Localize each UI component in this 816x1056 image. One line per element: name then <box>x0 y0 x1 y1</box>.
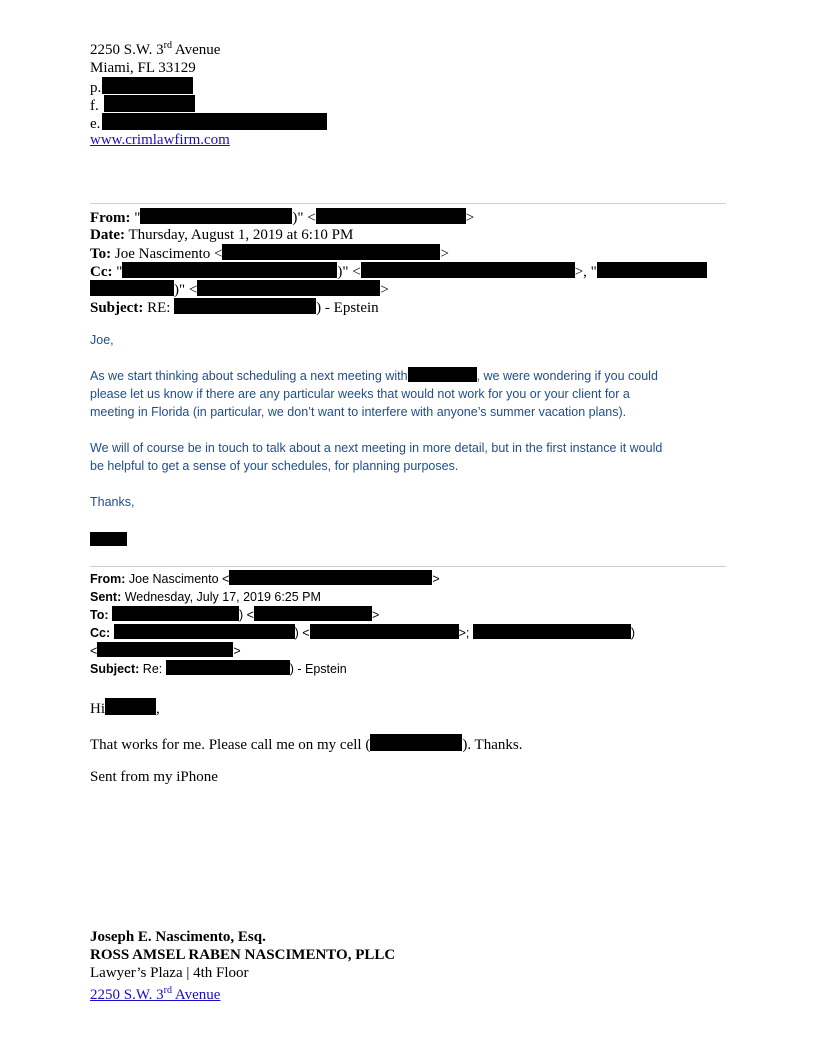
text: " <box>116 264 123 280</box>
text: rd <box>163 985 172 996</box>
website-link[interactable]: www.crimlawfirm.com <box>90 132 230 148</box>
sent-label: Sent: <box>90 590 122 604</box>
email2-from <box>90 570 440 588</box>
top-phone <box>90 77 193 97</box>
from-label: From: <box>90 210 131 226</box>
redaction <box>361 262 575 278</box>
text: ) < <box>239 608 254 622</box>
email2-sent <box>90 588 321 606</box>
text: As we start thinking about scheduling a next meeting with <box>90 369 408 383</box>
email1-para1-line1 <box>90 367 658 385</box>
signature-redaction <box>90 532 127 546</box>
redaction <box>473 624 631 639</box>
top-street-suffix: Avenue <box>171 42 221 58</box>
email-label: e. <box>90 116 101 132</box>
email1-para1-line2: please let us know if there are any particular weeks that would not work for you or your client for a <box>90 387 630 401</box>
text: ) - Epstein <box>316 300 379 316</box>
redaction <box>197 280 380 296</box>
top-email <box>90 113 327 133</box>
signature-name: Joseph E. Nascimento, Esq. <box>90 929 266 945</box>
from-label: From: <box>90 572 126 586</box>
redaction <box>104 95 195 112</box>
text: ). Thanks. <box>462 737 523 753</box>
redaction <box>597 262 707 278</box>
email1-greeting: Joe, <box>90 333 114 347</box>
text: ) < <box>294 626 310 640</box>
top-street-sup: rd <box>163 40 172 51</box>
redaction <box>102 113 327 130</box>
email2-cc-line2 <box>90 642 241 660</box>
text: )" < <box>174 282 198 298</box>
text: Avenue <box>171 987 221 1003</box>
date-label: Date: <box>90 227 125 243</box>
cc-label: Cc: <box>90 626 111 640</box>
text: ) <box>630 626 636 640</box>
redaction <box>114 624 295 639</box>
redaction <box>370 734 462 751</box>
to-label: To: <box>90 246 112 262</box>
redaction <box>102 77 193 94</box>
text: > <box>432 572 440 586</box>
subject-label: Subject: <box>90 300 144 316</box>
top-street-text: 2250 S.W. 3 <box>90 42 164 58</box>
email2-sent-from: Sent from my iPhone <box>90 769 218 785</box>
text: RE: <box>147 300 171 316</box>
redaction <box>229 570 432 585</box>
redaction <box>222 244 440 260</box>
text: > <box>233 644 241 658</box>
phone-label: p. <box>90 80 102 96</box>
redaction <box>174 298 316 314</box>
fax-label: f. <box>90 98 99 114</box>
email2-body <box>90 734 522 754</box>
redaction <box>408 367 477 382</box>
top-city: Miami, FL 33129 <box>90 60 196 76</box>
redaction <box>112 606 239 621</box>
email1-cc <box>90 262 707 281</box>
text: 2250 S.W. 3 <box>90 987 164 1003</box>
sent-value: Wednesday, July 17, 2019 6:25 PM <box>124 590 321 604</box>
redaction <box>122 262 337 278</box>
email1-date <box>90 226 353 244</box>
redaction <box>254 606 372 621</box>
text: > <box>465 210 475 226</box>
text: That works for me. Please call me on my cell ( <box>90 737 371 753</box>
text: )" < <box>292 210 316 226</box>
text: > <box>380 282 389 298</box>
redaction <box>97 642 233 657</box>
email1-from <box>90 208 474 227</box>
header-divider <box>90 203 726 204</box>
subject-label: Subject: <box>90 662 140 676</box>
email2-divider <box>90 566 726 567</box>
text: >, " <box>574 264 597 280</box>
text: Joe Nascimento < <box>114 246 223 262</box>
redaction <box>166 660 290 675</box>
to-label: To: <box>90 608 109 622</box>
email1-cc-line2 <box>90 280 389 299</box>
redaction <box>105 698 156 715</box>
text: ) - Epstein <box>289 662 347 676</box>
email1-para2-line2: be helpful to get a sense of your schedules, for planning purposes. <box>90 459 459 473</box>
signature-street-link[interactable] <box>90 986 220 1004</box>
redaction <box>310 624 459 639</box>
email2-hi <box>90 698 160 718</box>
top-street <box>90 41 220 59</box>
cc-label: Cc: <box>90 264 113 280</box>
text: Re: <box>142 662 163 676</box>
text: , we were wondering if you could <box>476 369 658 383</box>
text: > <box>440 246 449 262</box>
email1-para1-line3: meeting in Florida (in particular, we don’t want to interfere with anyone’s summer vacation plans). <box>90 405 627 419</box>
email1-subject <box>90 298 379 317</box>
text: < <box>90 644 98 658</box>
redaction <box>90 280 174 296</box>
signature-building: Lawyer’s Plaza | 4th Floor <box>90 965 249 981</box>
email2-subject <box>90 660 347 678</box>
redaction <box>140 208 292 224</box>
email1-para2-line1: We will of course be in touch to talk about a next meeting in more detail, but in the first instance it would <box>90 441 663 455</box>
text: " <box>134 210 141 226</box>
text: , <box>156 701 160 717</box>
text: >; <box>458 626 470 640</box>
text: > <box>371 608 380 622</box>
date-value: Thursday, August 1, 2019 at 6:10 PM <box>128 227 354 243</box>
email2-cc <box>90 624 635 642</box>
email1-to <box>90 244 449 263</box>
redaction <box>316 208 466 224</box>
email1-signoff: Thanks, <box>90 495 135 509</box>
text: Hi <box>90 701 105 717</box>
signature-firm: ROSS AMSEL RABEN NASCIMENTO, PLLC <box>90 947 396 963</box>
email2-to <box>90 606 379 624</box>
text: Joe Nascimento < <box>128 572 230 586</box>
top-fax <box>90 95 195 115</box>
text: )" < <box>337 264 361 280</box>
